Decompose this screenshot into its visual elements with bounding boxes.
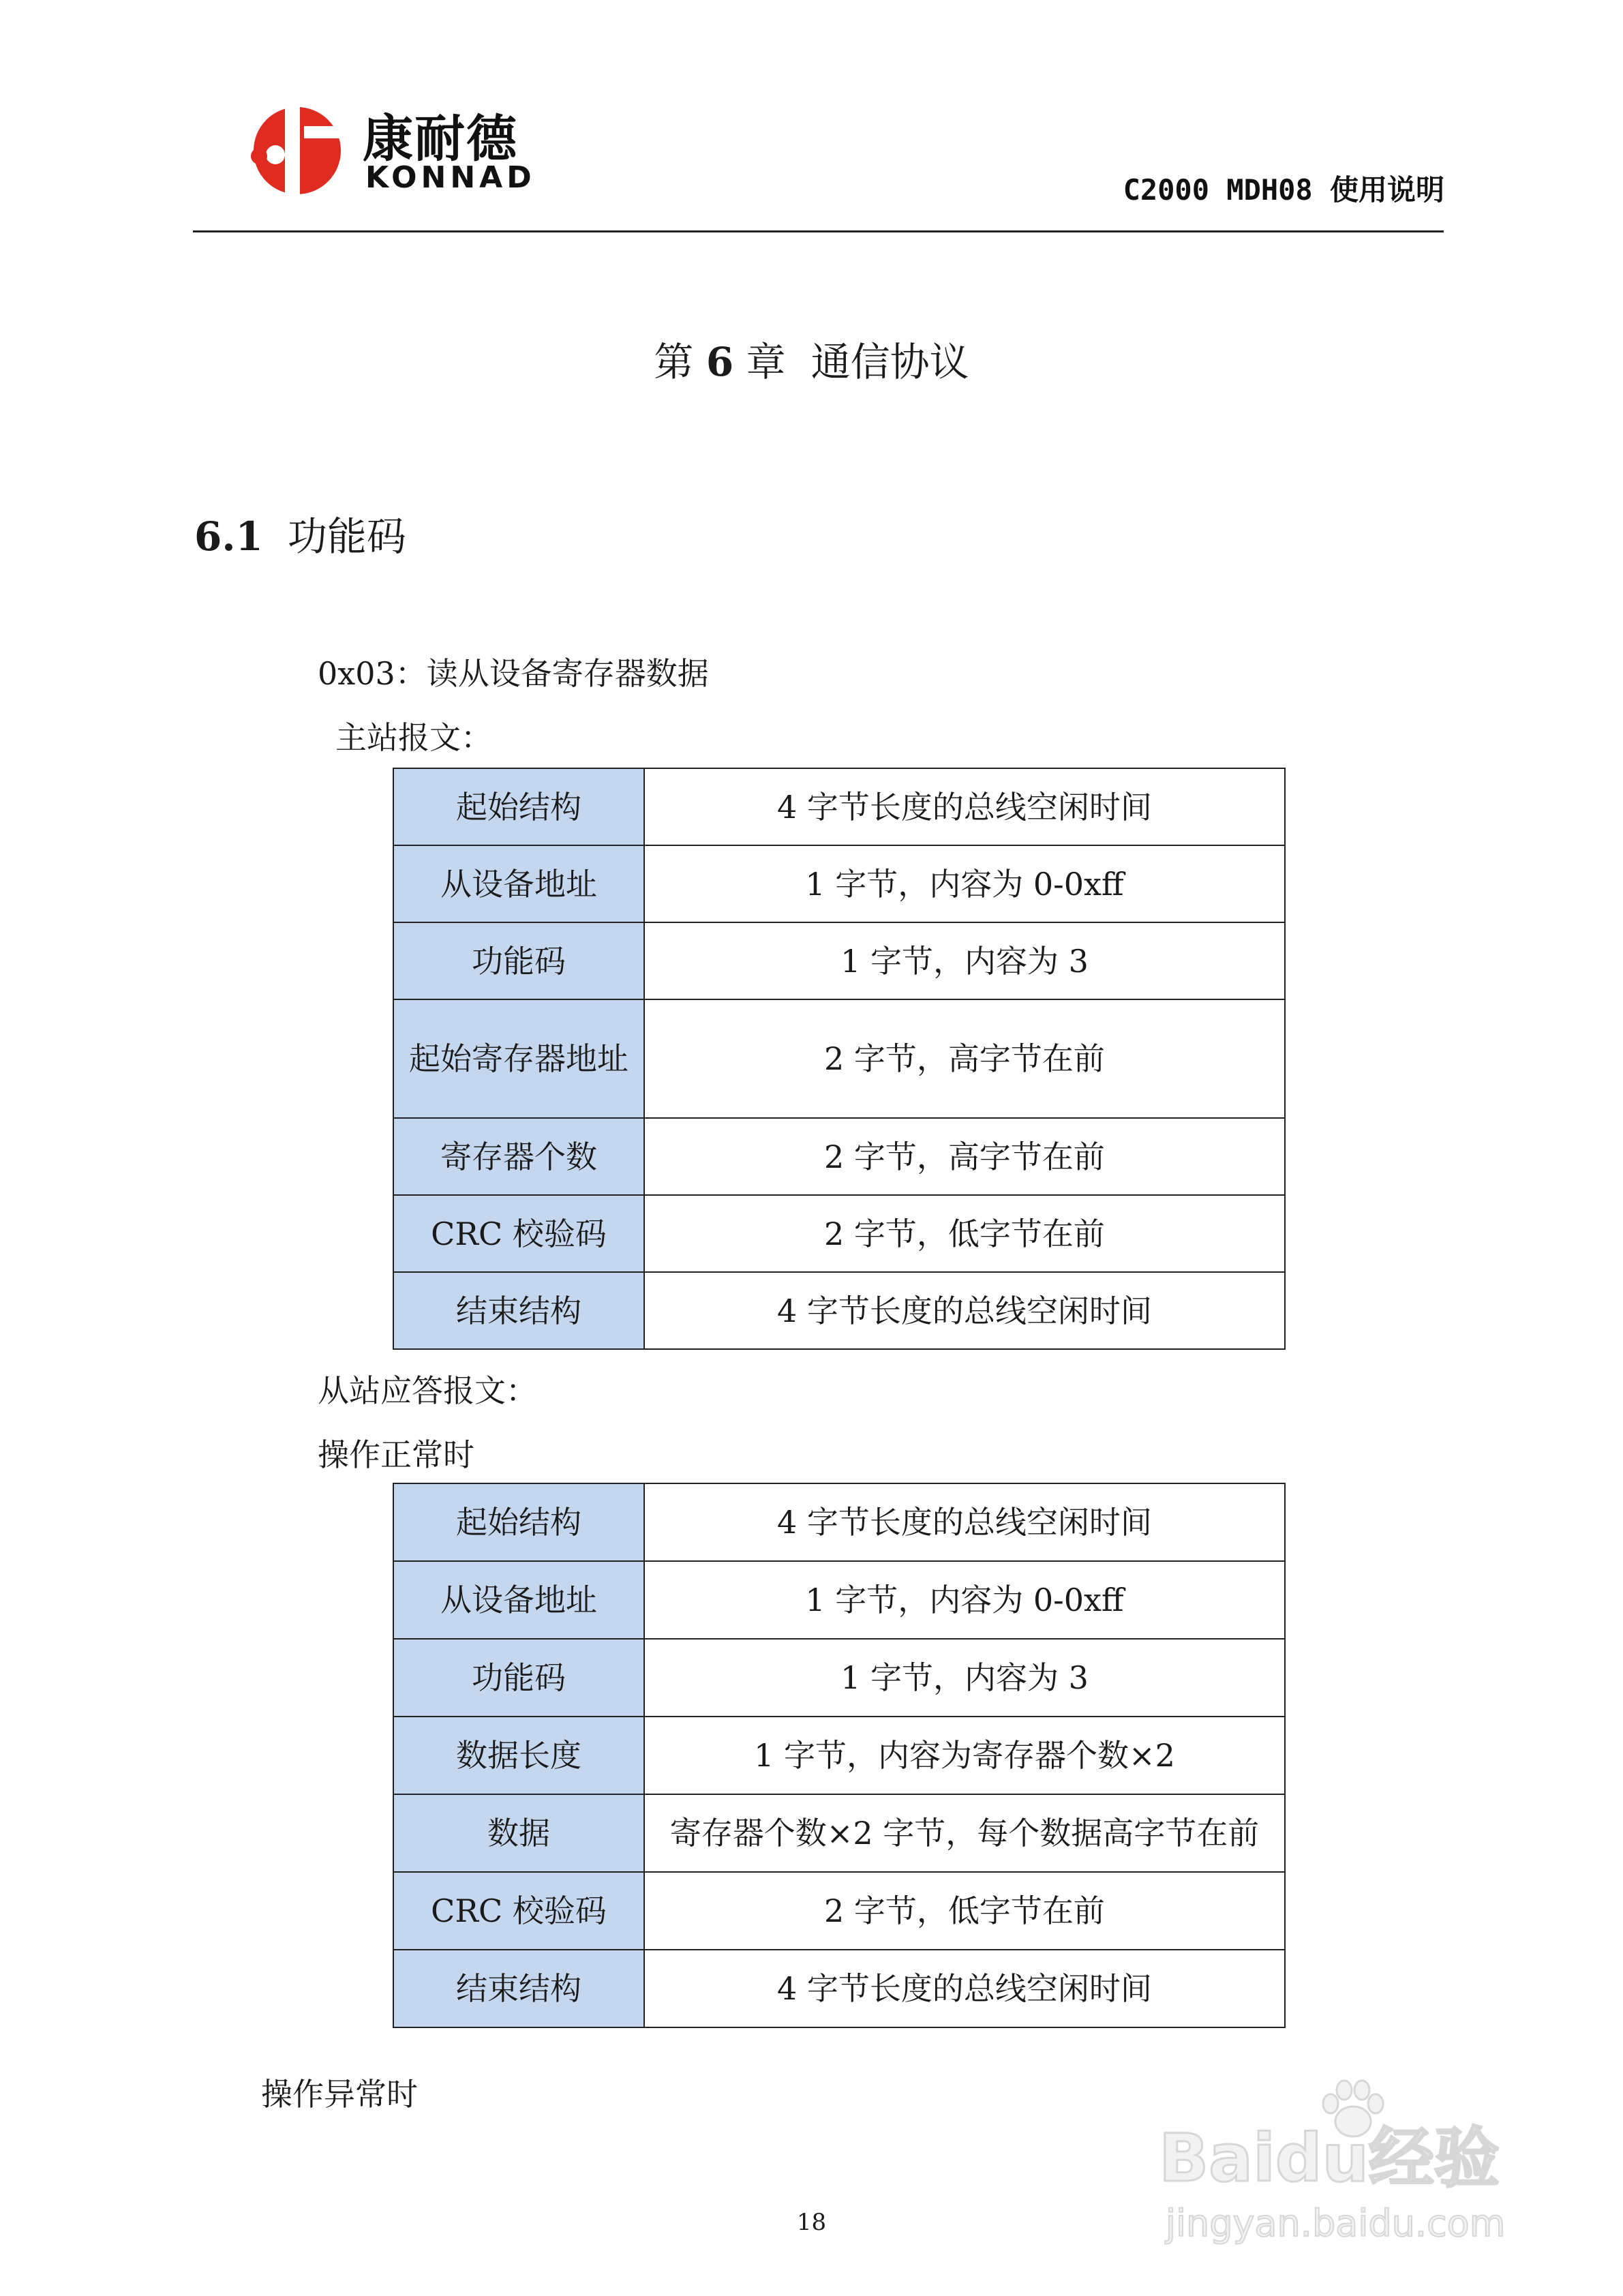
logo-chinese-name: 康耐德 bbox=[363, 110, 518, 168]
field-desc-cell: 2 字节，高字节在前 bbox=[644, 1118, 1285, 1195]
field-desc-cell: 1 字节，内容为 0-0xff bbox=[644, 1561, 1285, 1639]
exception-operation-label: 操作异常时 bbox=[261, 2076, 418, 2113]
document-title: C2000 MDH08 使用说明 bbox=[1123, 173, 1444, 207]
normal-operation-label: 操作正常时 bbox=[318, 1436, 474, 1473]
function-code-description: 0x03：读从设备寄存器数据 bbox=[318, 655, 709, 692]
field-name-cell: 起始结构 bbox=[393, 1483, 644, 1561]
table-row bbox=[393, 922, 1285, 999]
field-name-cell: 功能码 bbox=[393, 1639, 644, 1717]
chapter-name: 通信协议 bbox=[810, 339, 969, 385]
section-title bbox=[194, 504, 406, 562]
logo-english-name: KONNAD bbox=[365, 160, 536, 195]
field-name-cell: 结束结构 bbox=[393, 1950, 644, 2027]
chapter-title bbox=[0, 330, 1623, 387]
table-row bbox=[393, 1118, 1285, 1195]
field-desc-cell: 1 字节，内容为寄存器个数×2 bbox=[644, 1717, 1285, 1794]
chapter-number: 6 bbox=[706, 339, 734, 385]
table-row bbox=[393, 1950, 1285, 2027]
table-row bbox=[393, 1872, 1285, 1950]
table-row bbox=[393, 1794, 1285, 1872]
chapter-prefix: 第 bbox=[654, 339, 694, 385]
company-logo bbox=[249, 99, 543, 201]
table-row bbox=[393, 1561, 1285, 1639]
field-name-cell: 起始结构 bbox=[393, 768, 644, 845]
table-row bbox=[393, 1639, 1285, 1717]
field-name-cell: 数据长度 bbox=[393, 1717, 644, 1794]
master-message-label: 主站报文： bbox=[335, 719, 492, 756]
field-desc-cell: 4 字节长度的总线空闲时间 bbox=[644, 768, 1285, 845]
table-row bbox=[393, 1717, 1285, 1794]
konnad-logo-icon bbox=[249, 103, 356, 198]
baidu-watermark bbox=[1152, 2079, 1561, 2256]
table-row bbox=[393, 1195, 1285, 1272]
field-name-cell: 数据 bbox=[393, 1794, 644, 1872]
field-desc-cell: 1 字节，内容为 0-0xff bbox=[644, 845, 1285, 922]
field-desc-cell: 2 字节，低字节在前 bbox=[644, 1872, 1285, 1950]
section-name: 功能码 bbox=[287, 513, 406, 560]
table-row bbox=[393, 768, 1285, 845]
section-number: 6.1 bbox=[194, 513, 263, 560]
field-desc-cell: 寄存器个数×2 字节，每个数据高字节在前 bbox=[644, 1794, 1285, 1872]
field-name-cell: 功能码 bbox=[393, 922, 644, 999]
field-name-cell: 寄存器个数 bbox=[393, 1118, 644, 1195]
watermark-url: jingyan.baidu.com bbox=[1166, 2202, 1506, 2245]
slave-response-table bbox=[393, 1483, 1286, 2028]
field-desc-cell: 1 字节，内容为 3 bbox=[644, 1639, 1285, 1717]
chapter-suffix: 章 bbox=[746, 339, 786, 385]
table-row bbox=[393, 1483, 1285, 1561]
field-name-cell: 结束结构 bbox=[393, 1272, 644, 1349]
field-name-cell: CRC 校验码 bbox=[393, 1195, 644, 1272]
field-name-cell: 起始寄存器地址 bbox=[393, 999, 644, 1118]
field-name-cell: CRC 校验码 bbox=[393, 1872, 644, 1950]
header-divider bbox=[193, 230, 1444, 232]
field-name-cell: 从设备地址 bbox=[393, 1561, 644, 1639]
field-desc-cell: 4 字节长度的总线空闲时间 bbox=[644, 1483, 1285, 1561]
table-row bbox=[393, 1272, 1285, 1349]
field-desc-cell: 4 字节长度的总线空闲时间 bbox=[644, 1950, 1285, 2027]
field-desc-cell: 2 字节，高字节在前 bbox=[644, 999, 1285, 1118]
slave-response-label: 从站应答报文： bbox=[318, 1372, 537, 1409]
table-row bbox=[393, 999, 1285, 1118]
table-row bbox=[393, 845, 1285, 922]
watermark-logo-text: Baidu经验 bbox=[1159, 2120, 1500, 2196]
field-desc-cell: 4 字节长度的总线空闲时间 bbox=[644, 1272, 1285, 1349]
field-name-cell: 从设备地址 bbox=[393, 845, 644, 922]
field-desc-cell: 1 字节，内容为 3 bbox=[644, 922, 1285, 999]
page-number: 18 bbox=[796, 2209, 827, 2236]
master-request-table bbox=[393, 768, 1286, 1350]
field-desc-cell: 2 字节，低字节在前 bbox=[644, 1195, 1285, 1272]
